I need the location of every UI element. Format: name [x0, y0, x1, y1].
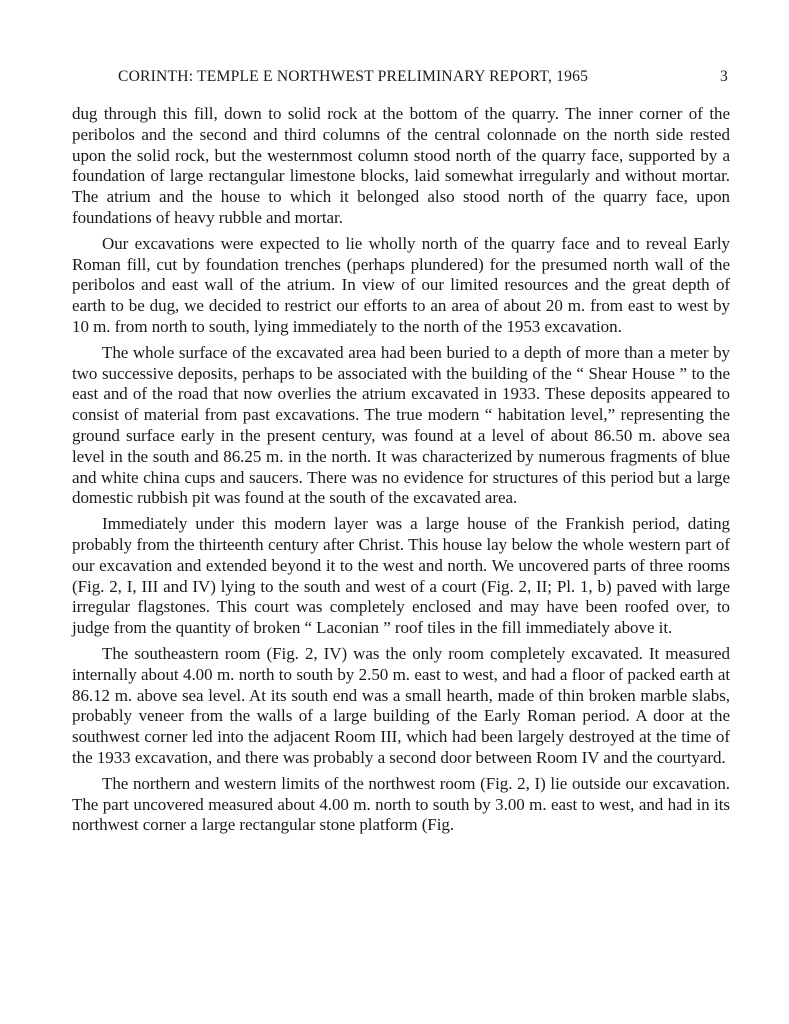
paragraph-6: The northern and western limits of the northwest room (Fig. 2, I) lie outside our excavation. The part uncovered measured about 4.00 m. north to south by 3.00 m. east to west, and had in its northwest corner a large rectangular stone platform (Fig.: [72, 773, 730, 835]
paragraph-1: dug through this fill, down to solid rock at the bottom of the quarry. The inner corner of the peribolos and the second and third columns of the central colonnade on the north side rested upon the solid rock, but the westernmost column stood north of the quarry face, supported by a foundation of large rectangular limestone blocks, laid somewhat irregularly and without mortar. The atrium and the house to which it belonged also stood north of the quarry face, upon foundations of heavy rubble and mortar.: [72, 104, 730, 227]
body-text: [72, 104, 730, 836]
paragraph-5: The southeastern room (Fig. 2, IV) was the only room completely excavated. It measured internally about 4.00 m. north to south by 2.50 m. east to west, and had a floor of packed earth at 86.12 m. above sea level. At its south end was a small hearth, made of thin broken marble slabs, probably veneer from the walls of a large building of the Early Roman period. A door at the southwest corner led into the adjacent Room III, which had been largely destroyed at the time of the 1933 excavation, and there was probably a second door between Room IV and the courtyard.: [72, 643, 730, 767]
paragraph-4: Immediately under this modern layer was a large house of the Frankish period, dating probably from the thirteenth century after Christ. This house lay below the whole western part of our excavation and extended beyond it to the west and north. We uncovered parts of three rooms (Fig. 2, I, III and IV) lying to the south and west of a court (Fig. 2, II; Pl. 1, b) paved with large irregular flagstones. This court was completely enclosed and may have been roofed over, to judge from the quantity of broken “ Laconian ” roof tiles in the fill immediately above it.: [72, 514, 730, 638]
paragraph-2: Our excavations were expected to lie wholly north of the quarry face and to reveal Early Roman fill, cut by foundation trenches (perhaps plundered) for the presumed north wall of the peribolos and east wall of the atrium. In view of our limited resources and the great depth of earth to be dug, we decided to restrict our efforts to an area of about 20 m. from east to west by 10 m. from north to south, lying immediately to the north of the 1953 excavation.: [72, 233, 730, 336]
page-number: 3: [720, 68, 728, 85]
page: [72, 66, 730, 836]
running-head: [72, 66, 730, 90]
paragraph-3: The whole surface of the excavated area had been buried to a depth of more than a meter by two successive deposits, perhaps to be associated with the building of the “ Shear House ” to the east and of the road that now overlies the atrium excavated in 1933. These deposits appeared to consist of material from past excavations. The true modern “ habitation level,” representing the ground surface early in the present century, was found at a level of about 86.50 m. above sea level in the south and 86.25 m. in the north. It was characterized by numerous fragments of blue and white china cups and saucers. There was no evidence for structures of this period but a large domestic rubbish pit was found at the south of the excavated area.: [72, 342, 730, 508]
running-title: CORINTH: TEMPLE E NORTHWEST PRELIMINARY REPORT, 1965: [118, 68, 589, 85]
